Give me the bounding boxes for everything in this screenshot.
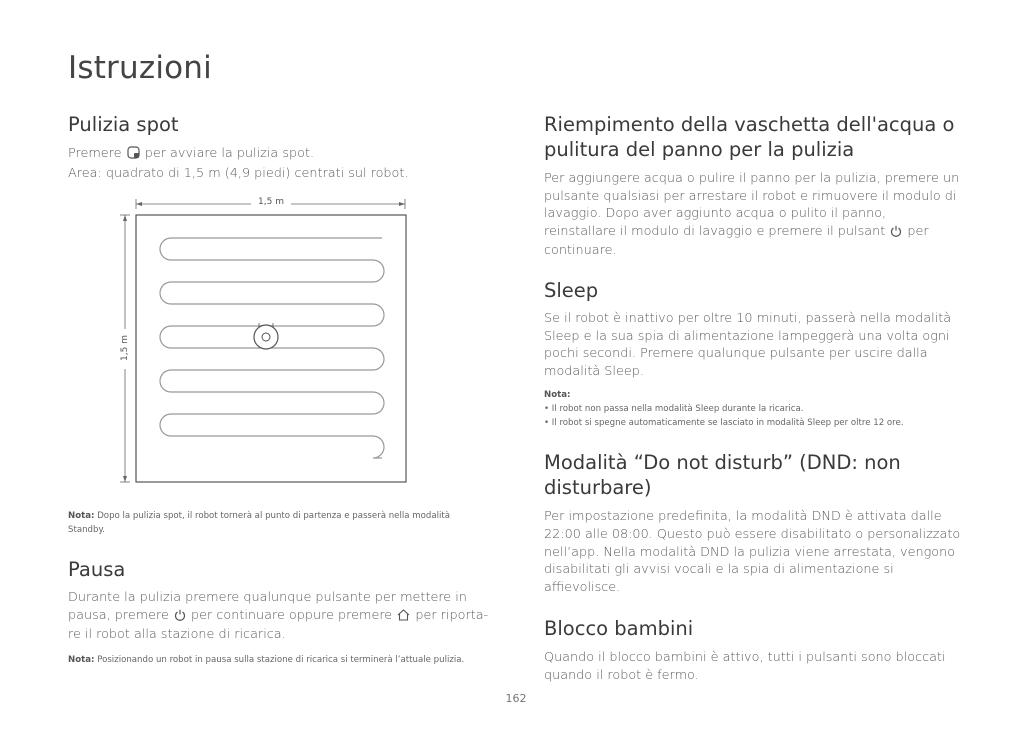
spot-heading: Pulizia spot [68, 113, 179, 136]
child-lock-heading: Blocco bambini [544, 617, 694, 641]
spot-line1-after: per avviare la pulizia spot. [144, 146, 315, 161]
pause-text-c: per riporta-re il robot alla stazione di ricarica. [68, 607, 489, 643]
spot-cleaning-diagram [108, 195, 418, 495]
left-column [68, 112, 488, 182]
home-icon [397, 609, 410, 627]
spot-note [68, 509, 478, 537]
spot-description [68, 145, 488, 182]
dimension-left-label: 1,5 m [120, 335, 130, 361]
page-number: 162 [505, 692, 527, 705]
dnd-description: Per impostazione predefinita, la modalità DND è attivata dalle 22:00 alle 08:00. Questo può essere disabilitato o personalizzato nell’app. Nella modalità DND la pulizia viene arrestata, vengono disabilitati gli avvisi vocali e la spia di alimentazione si affievolisce. [544, 509, 961, 595]
dimension-top-label: 1,5 m [258, 197, 284, 207]
sleep-note-list [544, 402, 962, 430]
power-icon [174, 609, 186, 627]
sleep-heading: Sleep [544, 278, 599, 302]
right-column [544, 112, 962, 685]
pause-note-text: Posizionando un robot in pausa sulla stazione di ricarica si terminerà l’attuale pulizia. [97, 654, 465, 665]
power-icon [890, 225, 902, 243]
pause-heading: Pausa [68, 558, 126, 581]
pause-description [68, 589, 493, 644]
spot-line2: Area: quadrato di 1,5 m (4,9 piedi) centrati sul robot. [68, 165, 409, 181]
refill-text-b: per continuare. [544, 223, 929, 259]
spot-note-text: Dopo la pulizia spot, il robot tornerà al punto di partenza e passerà nella modalità Standby. [68, 511, 451, 535]
dnd-heading: Modalità “Do not disturb” (DND: non disturbare) [544, 451, 901, 500]
list-item: • Il robot si spegne automaticamente se lasciato in modalità Sleep per oltre 12 ore. [544, 418, 904, 429]
spot-note-label: Nota: [68, 511, 95, 521]
page-title: Istruzioni [68, 50, 212, 86]
pause-text-b: per continuare oppure premere [191, 607, 393, 623]
child-lock-description: Quando il blocco bambini è attivo, tutti i pulsanti sono bloccati quando il robot è fermo. [544, 650, 946, 683]
robot-icon [254, 323, 278, 349]
pause-section [68, 557, 493, 667]
sleep-description: Se il robot è inattivo per oltre 10 minuti, passerà nella modalità Sleep e la sua spia di alimentazione lampeggerà una volta ogni pochi secondi. Premere qualunque pulsante per uscire dalla modalità Sleep. [544, 310, 952, 379]
pause-text-a: Durante la pulizia premere qualunque pulsante per mettere in pausa, premere [68, 590, 467, 623]
pause-note-label: Nota: [68, 654, 95, 665]
refill-text-a: Per aggiungere acqua o pulire il panno per la pulizia, premere un pulsante qualsiasi per arrestare il robot e rimuovere il modulo di lavaggio. Dopo aver aggiunto acqua o pulito il panno, reinstallare il modulo di lavaggio e premere il pulsant [544, 171, 960, 239]
spot-line1-before: Premere [68, 146, 122, 161]
sleep-note-label: Nota: [544, 390, 571, 401]
refill-description [544, 170, 962, 260]
spot-button-icon [127, 146, 140, 165]
list-item: • Il robot non passa nella modalità Sleep durante la ricarica. [544, 404, 804, 415]
refill-heading: Riempimento della vaschetta dell'acqua o pulitura del panno per la pulizia [544, 113, 955, 161]
